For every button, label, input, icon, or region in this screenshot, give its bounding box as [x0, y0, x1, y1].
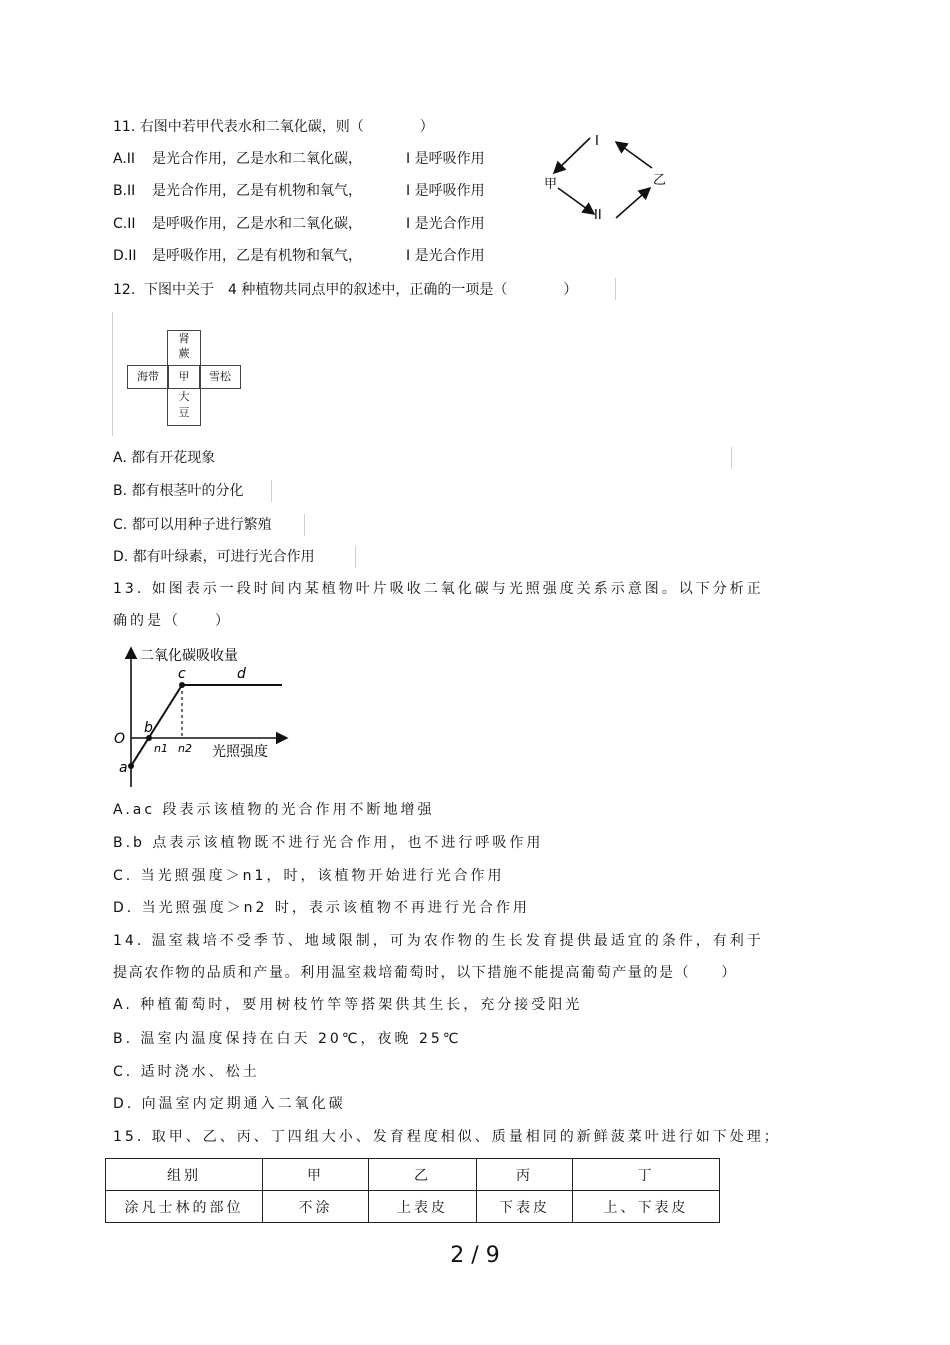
- q11-option-c-text: 是呼吸作用，乙是水和二氧化碳，: [152, 216, 362, 232]
- q15-stem: 15. 取甲、乙、丙、丁四组大小、发育程度相似、质量相同的新鲜菠菜叶进行如下处理；: [113, 1129, 781, 1145]
- tick-n1: n1: [154, 742, 168, 755]
- table-cell: 乙: [369, 1159, 477, 1191]
- q11-option-c-end: I 是光合作用: [406, 216, 485, 232]
- table-row: [106, 1191, 720, 1223]
- q12-stem-number: 12.: [113, 282, 136, 298]
- table-cell: 涂凡士林的部位: [106, 1191, 263, 1223]
- arrow-jia-to-ii: [558, 188, 594, 214]
- q13-stem-line1: 13. 如图表示一段时间内某植物叶片吸收二氧化碳与光照强度关系示意图。以下分析正: [113, 581, 764, 597]
- label-c: c: [178, 666, 186, 682]
- table-cell: 不涂: [263, 1191, 369, 1223]
- q13-stem-line2: 确的是（ ）: [113, 613, 232, 629]
- cross-top-cell: 肾 蕨: [167, 330, 201, 366]
- q14-option-a: A. 种植葡萄时，要用树枝竹竿等搭架供其生长，充分接受阳光: [113, 997, 583, 1013]
- cross-right-cell: 雪松: [199, 365, 241, 389]
- q11-option-a-prefix: A.II: [113, 151, 136, 167]
- label-d: d: [237, 666, 246, 682]
- q12-option-c: C. 都可以用种子进行繁殖: [113, 517, 272, 533]
- q11-option-b-prefix: B.II: [113, 183, 136, 199]
- table-cell: 丁: [573, 1159, 720, 1191]
- q13-option-c: C. 当光照强度＞n1，时，该植物开始进行光合作用: [113, 868, 505, 884]
- q14-option-c: C. 适时浇水、松土: [113, 1064, 260, 1080]
- q11-cycle-diagram: [530, 118, 680, 230]
- q12-stem: 下图中关于 4 种植物共同点甲的叙述中，正确的一项是（ ）: [144, 282, 578, 298]
- tick-n2: n2: [178, 742, 192, 755]
- q12-option-a: A. 都有开花现象: [113, 450, 216, 466]
- q11-option-a-end: I 是呼吸作用: [406, 151, 485, 167]
- q13-option-b: B.b 点表示该植物既不进行光合作用，也不进行呼吸作用: [113, 835, 544, 851]
- q11-option-b-end: I 是呼吸作用: [406, 183, 485, 199]
- table-cell: 下表皮: [477, 1191, 573, 1223]
- q15-table: [105, 1158, 720, 1223]
- q12-option-b: B. 都有根茎叶的分化: [113, 483, 244, 499]
- cross-left-cell: 海带: [127, 365, 169, 389]
- point-a: [128, 763, 134, 769]
- table-header-row: [106, 1159, 720, 1191]
- table-cell: 甲: [263, 1159, 369, 1191]
- q11-option-d-text: 是呼吸作用，乙是有机物和氧气，: [152, 248, 362, 264]
- q13-chart: [112, 642, 292, 792]
- q14-stem-line1: 14. 温室栽培不受季节、地域限制，可为农作物的生长发育提供最适宜的条件，有利于: [113, 933, 764, 949]
- node-ii: II: [594, 208, 602, 223]
- q14-option-d: D. 向温室内定期通入二氧化碳: [113, 1096, 346, 1112]
- arrow-i-to-jia: [554, 138, 590, 173]
- origin-label: O: [114, 731, 126, 747]
- table-cell: 组别: [106, 1159, 263, 1191]
- point-c: [179, 682, 185, 688]
- node-jia: 甲: [544, 177, 558, 192]
- label-a: a: [119, 760, 128, 776]
- label-b: b: [144, 720, 153, 736]
- cross-center-cell: 甲: [167, 365, 201, 389]
- cross-bottom-cell: 大 豆: [167, 388, 201, 426]
- q13-option-d: D. 当光照强度＞n2 时，表示该植物不再进行光合作用: [113, 900, 530, 916]
- table-cell: 上表皮: [369, 1191, 477, 1223]
- q11-option-b-text: 是光合作用，乙是有机物和氧气，: [152, 183, 362, 199]
- arrow-yi-to-i: [616, 142, 652, 168]
- q11-option-d-prefix: D.II: [113, 248, 137, 264]
- table-cell: 丙: [477, 1159, 573, 1191]
- q11-option-a-text: 是光合作用，乙是水和二氧化碳，: [152, 151, 362, 167]
- q12-cross-figure: [127, 330, 239, 426]
- x-axis-label: 光照强度: [212, 744, 268, 760]
- q13-option-a: A.ac 段表示该植物的光合作用不断地增强: [113, 802, 435, 818]
- q14-stem-line2: 提高农作物的品质和产量。利用温室栽培葡萄时，以下措施不能提高葡萄产量的是（ ）: [113, 965, 737, 981]
- node-i: I: [595, 134, 599, 149]
- q11-option-c-prefix: C.II: [113, 216, 136, 232]
- q14-option-b: B. 温室内温度保持在白天 20℃，夜晚 25℃: [113, 1031, 462, 1047]
- q12-option-d: D. 都有叶绿素，可进行光合作用: [113, 549, 315, 565]
- node-yi: 乙: [653, 173, 667, 188]
- page-number: 2 / 9: [450, 1243, 500, 1268]
- q11-option-d-end: I 是光合作用: [406, 248, 485, 264]
- arrow-ii-to-yi: [616, 188, 650, 218]
- q11-stem: 11. 右图中若甲代表水和二氧化碳，则（ ）: [113, 119, 434, 135]
- table-cell: 上、下表皮: [573, 1191, 720, 1223]
- y-axis-label: 二氧化碳吸收量: [140, 648, 238, 664]
